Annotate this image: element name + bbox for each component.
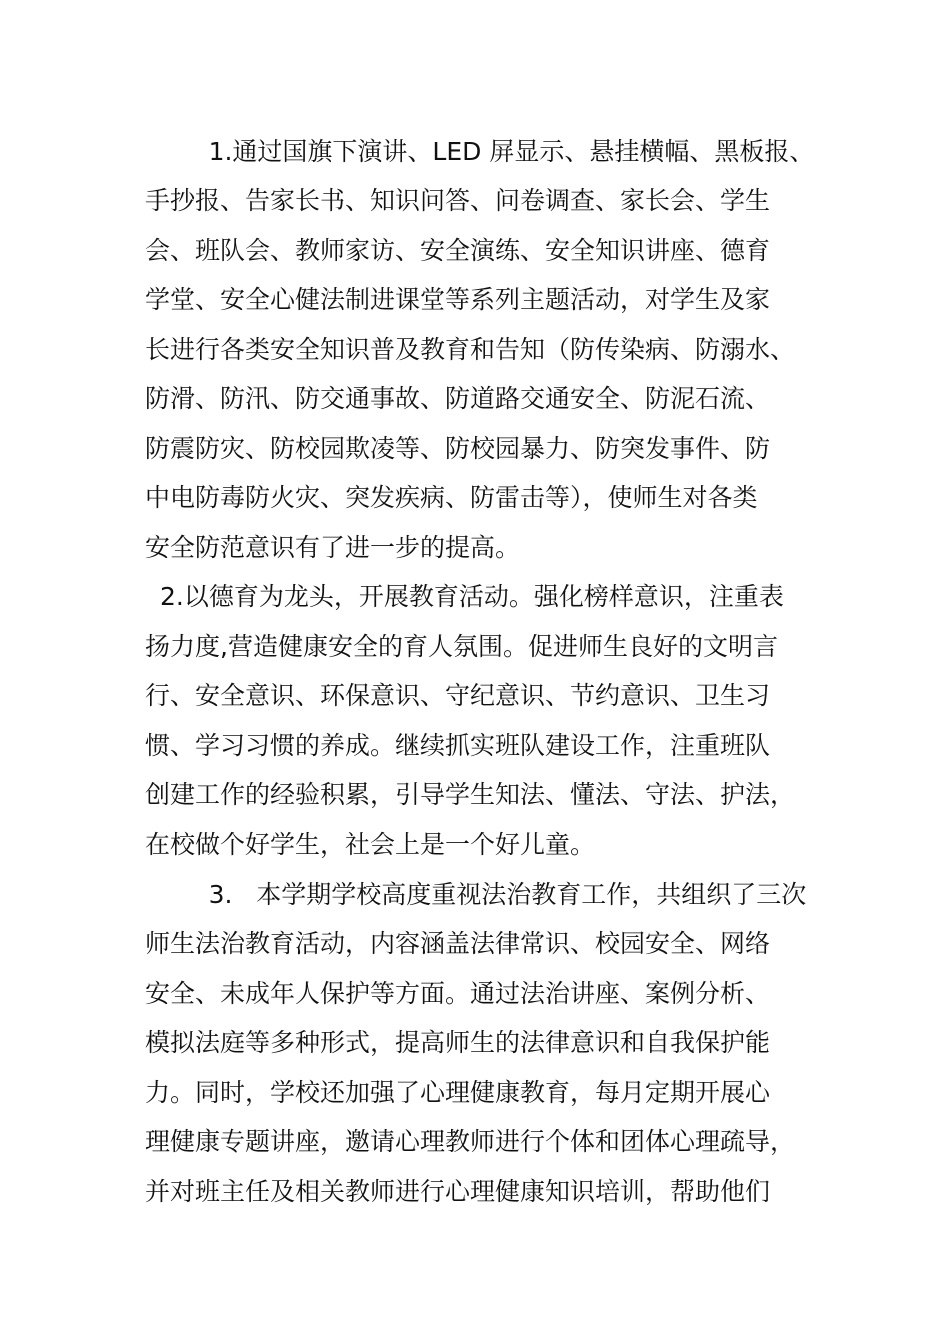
text-line: 安全防范意识有了进一步的提高。 bbox=[145, 533, 521, 562]
text-line: 惯、学习习惯的养成。继续抓实班队建设工作，注重班队 bbox=[145, 731, 771, 760]
text-line: 在校做个好学生，社会上是一个好儿童。 bbox=[145, 830, 596, 859]
text-line: 防震防灾、防校园欺凌等、防校园暴力、防突发事件、防 bbox=[145, 434, 771, 463]
text-line: 行、安全意识、环保意识、守纪意识、节约意识、卫生习 bbox=[145, 681, 771, 710]
text-line: 创建工作的经验积累，引导学生知法、懂法、守法、护法， bbox=[145, 780, 796, 809]
text-line: 学堂、安全心健法制进课堂等系列主题活动，对学生及家 bbox=[145, 285, 771, 314]
text-line: 长进行各类安全知识普及教育和告知（防传染病、防溺水、 bbox=[145, 335, 796, 364]
text-line: 防滑、防汛、防交通事故、防道路交通安全、防泥石流、 bbox=[145, 384, 771, 413]
text-line: 2.以德育为龙头，开展教育活动。强化榜样意识，注重表 bbox=[160, 582, 784, 611]
text-line: 安全、未成年人保护等方面。通过法治讲座、案例分析、 bbox=[145, 979, 771, 1008]
text-line: 3. 本学期学校高度重视法治教育工作，共组织了三次 bbox=[145, 880, 807, 909]
text-line: 并对班主任及相关教师进行心理健康知识培训，帮助他们 bbox=[145, 1177, 771, 1206]
text-line: 力。同时，学校还加强了心理健康教育，每月定期开展心 bbox=[145, 1078, 771, 1107]
text-line: 师生法治教育活动，内容涵盖法律常识、校园安全、网络 bbox=[145, 929, 771, 958]
text-line: 会、班队会、教师家访、安全演练、安全知识讲座、德育 bbox=[145, 236, 771, 265]
text-line: 扬力度,营造健康安全的育人氛围。促进师生良好的文明言 bbox=[145, 632, 778, 661]
text-line: 理健康专题讲座，邀请心理教师进行个体和团体心理疏导， bbox=[145, 1127, 796, 1156]
text-line: 模拟法庭等多种形式，提高师生的法律意识和自我保护能 bbox=[145, 1028, 771, 1057]
text-line: 手抄报、告家长书、知识问答、问卷调查、家长会、学生 bbox=[145, 186, 771, 215]
text-line: 1.通过国旗下演讲、LED 屏显示、悬挂横幅、黑板报、 bbox=[145, 137, 815, 166]
text-line: 中电防毒防火灾、突发疾病、防雷击等），使师生对各类 bbox=[145, 483, 758, 512]
